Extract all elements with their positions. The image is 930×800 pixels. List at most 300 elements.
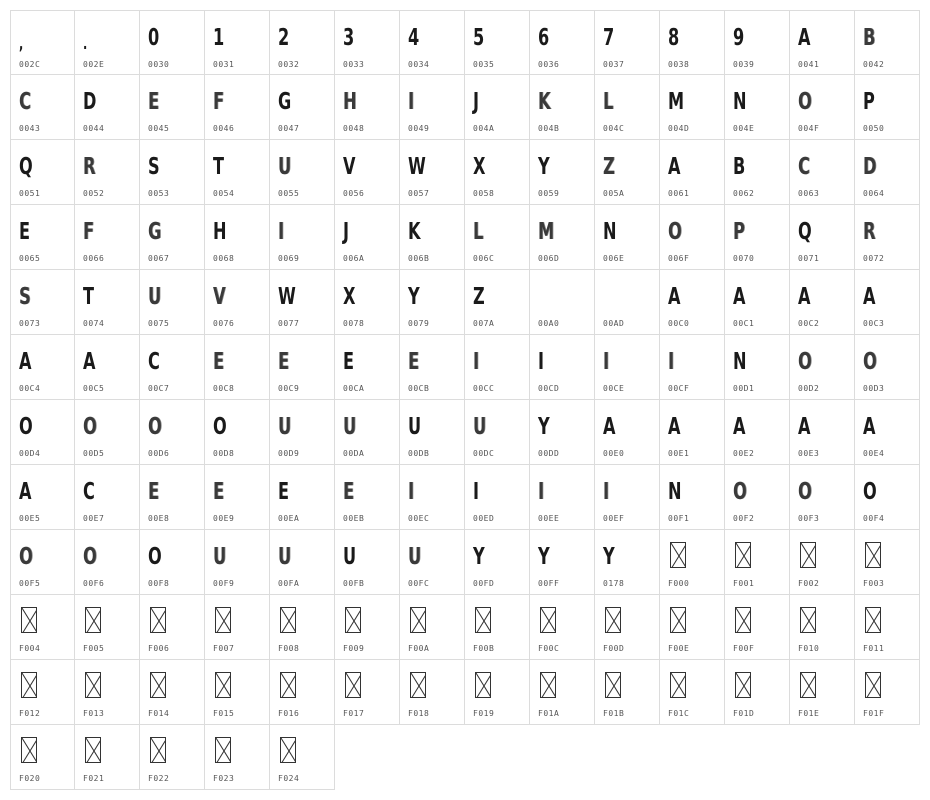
glyph-cell — [140, 725, 205, 790]
glyph-sample: Y — [603, 544, 615, 570]
glyph-sample: X — [343, 284, 356, 310]
glyph-cell — [270, 530, 335, 595]
glyph-code-label: 0065 — [19, 254, 41, 263]
missing-glyph-icon — [475, 607, 491, 633]
glyph-cell — [205, 10, 270, 75]
glyph-cell — [660, 530, 725, 595]
glyph-code-label: F019 — [473, 709, 495, 718]
glyph-sample: Q — [19, 154, 33, 180]
glyph-code-label: F014 — [148, 709, 170, 718]
glyph-code-label: 0037 — [603, 60, 625, 69]
glyph-cell — [270, 400, 335, 465]
missing-glyph-icon — [670, 672, 686, 698]
glyph-sample: O — [83, 414, 97, 440]
glyph-code-label: 006A — [343, 254, 365, 263]
glyph-code-label: 0058 — [473, 189, 495, 198]
glyph-sample: I — [473, 349, 480, 375]
glyph-cell — [335, 595, 400, 660]
glyph-cell — [725, 205, 790, 270]
glyph-code-label: 0072 — [863, 254, 885, 263]
missing-glyph-icon — [865, 542, 881, 568]
glyph-sample: W — [408, 154, 426, 180]
glyph-cell — [595, 660, 660, 725]
glyph-cell — [595, 595, 660, 660]
glyph-sample: A — [19, 479, 32, 505]
glyph-sample: W — [278, 284, 296, 310]
glyph-cell — [205, 725, 270, 790]
glyph-code-label: F01A — [538, 709, 560, 718]
glyph-code-label: 006D — [538, 254, 560, 263]
glyph-code-label: F021 — [83, 774, 105, 783]
glyph-code-label: 004B — [538, 124, 560, 133]
missing-glyph-icon — [540, 607, 556, 633]
glyph-cell — [335, 75, 400, 140]
glyph-code-label: 00EC — [408, 514, 430, 523]
glyph-sample: B — [733, 154, 746, 180]
glyph-cell — [465, 530, 530, 595]
glyph-code-label: 00CD — [538, 384, 560, 393]
glyph-code-label: 00F6 — [83, 579, 105, 588]
glyph-cell — [335, 140, 400, 205]
glyph-cell — [660, 465, 725, 530]
glyph-cell — [400, 465, 465, 530]
glyph-code-label: F00F — [733, 644, 755, 653]
glyph-code-label: 004A — [473, 124, 495, 133]
glyph-sample: G — [278, 89, 292, 115]
glyph-sample: P — [733, 219, 745, 245]
glyph-code-label: 00EF — [603, 514, 625, 523]
glyph-code-label: 0076 — [213, 319, 235, 328]
glyph-cell — [335, 400, 400, 465]
glyph-code-label: F00A — [408, 644, 430, 653]
glyph-cell — [270, 725, 335, 790]
glyph-sample: J — [343, 219, 350, 245]
missing-glyph-icon — [800, 607, 816, 633]
missing-glyph-icon — [21, 607, 37, 633]
glyph-cell — [205, 75, 270, 140]
glyph-cell — [75, 465, 140, 530]
glyph-sample: Y — [538, 154, 550, 180]
missing-glyph-icon — [735, 542, 751, 568]
glyph-code-label: F001 — [733, 579, 755, 588]
missing-glyph-icon — [150, 672, 166, 698]
glyph-sample: G — [148, 219, 162, 245]
glyph-sample: I — [603, 479, 610, 505]
glyph-cell — [10, 595, 75, 660]
glyph-code-label: 00DA — [343, 449, 365, 458]
glyph-cell — [660, 660, 725, 725]
glyph-cell — [725, 465, 790, 530]
glyph-sample: I — [668, 349, 675, 375]
glyph-sample: 6 — [538, 25, 550, 51]
glyph-sample: S — [148, 154, 160, 180]
missing-glyph-icon — [85, 672, 101, 698]
glyph-code-label: 00FC — [408, 579, 430, 588]
glyph-sample: U — [278, 414, 292, 440]
glyph-cell — [595, 10, 660, 75]
glyph-code-label: 0044 — [83, 124, 105, 133]
glyph-sample: 5 — [473, 25, 485, 51]
glyph-cell — [855, 400, 920, 465]
glyph-cell — [140, 335, 205, 400]
glyph-code-label: 00FB — [343, 579, 365, 588]
glyph-sample: H — [213, 219, 227, 245]
glyph-sample: A — [19, 349, 32, 375]
glyph-code-label: 006C — [473, 254, 495, 263]
glyph-code-label: F003 — [863, 579, 885, 588]
missing-glyph-icon — [670, 607, 686, 633]
glyph-cell — [205, 465, 270, 530]
glyph-sample: O — [148, 544, 162, 570]
glyph-code-label: 00C3 — [863, 319, 885, 328]
glyph-code-label: 00F4 — [863, 514, 885, 523]
glyph-code-label: F01D — [733, 709, 755, 718]
glyph-code-label: 00D6 — [148, 449, 170, 458]
glyph-cell — [465, 205, 530, 270]
glyph-code-label: 0038 — [668, 60, 690, 69]
glyph-code-label: 0049 — [408, 124, 430, 133]
glyph-cell — [75, 75, 140, 140]
glyph-sample: I — [408, 89, 415, 115]
glyph-cell — [725, 660, 790, 725]
glyph-cell — [725, 140, 790, 205]
glyph-code-label: 00E5 — [19, 514, 41, 523]
glyph-cell — [270, 465, 335, 530]
glyph-code-label: 00C7 — [148, 384, 170, 393]
glyph-sample: X — [473, 154, 486, 180]
glyph-cell — [790, 335, 855, 400]
glyph-cell — [205, 270, 270, 335]
glyph-sample: E — [343, 479, 355, 505]
glyph-code-label: 002E — [83, 60, 105, 69]
glyph-code-label: 0047 — [278, 124, 300, 133]
glyph-code-label: 00C0 — [668, 319, 690, 328]
glyph-sample: O — [19, 414, 33, 440]
glyph-code-label: 00D5 — [83, 449, 105, 458]
glyph-sample: V — [213, 284, 226, 310]
glyph-code-label: 00D1 — [733, 384, 755, 393]
glyph-code-label: 00C9 — [278, 384, 300, 393]
glyph-sample: I — [538, 479, 545, 505]
glyph-code-label: 006F — [668, 254, 690, 263]
glyph-cell — [205, 595, 270, 660]
glyph-code-label: 00F9 — [213, 579, 235, 588]
glyph-sample: A — [863, 284, 876, 310]
glyph-code-label: 0070 — [733, 254, 755, 263]
glyph-sample: A — [733, 414, 746, 440]
glyph-cell — [855, 660, 920, 725]
glyph-sample: M — [538, 219, 555, 245]
glyph-cell — [595, 465, 660, 530]
glyph-cell — [10, 140, 75, 205]
missing-glyph-icon — [670, 542, 686, 568]
glyph-code-label: 00AD — [603, 319, 625, 328]
glyph-sample: U — [213, 544, 227, 570]
glyph-code-label: 0073 — [19, 319, 41, 328]
glyph-sample: O — [798, 479, 812, 505]
glyph-cell — [335, 465, 400, 530]
glyph-cell — [595, 140, 660, 205]
glyph-sample: U — [148, 284, 162, 310]
glyph-code-label: 00CE — [603, 384, 625, 393]
missing-glyph-icon — [345, 607, 361, 633]
glyph-code-label: 0050 — [863, 124, 885, 133]
glyph-code-label: F00C — [538, 644, 560, 653]
glyph-code-label: F00D — [603, 644, 625, 653]
glyph-code-label: 007A — [473, 319, 495, 328]
glyph-code-label: F013 — [83, 709, 105, 718]
glyph-code-label: 0051 — [19, 189, 41, 198]
glyph-code-label: 0067 — [148, 254, 170, 263]
glyph-sample: I — [408, 479, 415, 505]
glyph-code-label: F01F — [863, 709, 885, 718]
glyph-cell — [465, 10, 530, 75]
glyph-sample: K — [538, 89, 551, 115]
glyph-cell — [465, 270, 530, 335]
glyph-cell — [400, 660, 465, 725]
glyph-sample: U — [473, 414, 487, 440]
glyph-code-label: 00C4 — [19, 384, 41, 393]
missing-glyph-icon — [150, 607, 166, 633]
glyph-code-label: 00D8 — [213, 449, 235, 458]
glyph-cell — [855, 595, 920, 660]
glyph-cell — [855, 270, 920, 335]
glyph-code-label: 0062 — [733, 189, 755, 198]
glyph-cell — [530, 140, 595, 205]
glyph-cell — [335, 660, 400, 725]
glyph-cell — [10, 725, 75, 790]
glyph-sample: O — [863, 349, 877, 375]
glyph-sample: Y — [408, 284, 420, 310]
glyph-code-label: 00E7 — [83, 514, 105, 523]
glyph-cell — [270, 140, 335, 205]
missing-glyph-icon — [865, 672, 881, 698]
glyph-code-label: 00E4 — [863, 449, 885, 458]
glyph-code-label: F00E — [668, 644, 690, 653]
glyph-cell — [790, 205, 855, 270]
glyph-cell — [10, 465, 75, 530]
glyph-cell — [790, 75, 855, 140]
glyph-code-label: F00B — [473, 644, 495, 653]
glyph-code-label: 00D4 — [19, 449, 41, 458]
glyph-code-label: 0069 — [278, 254, 300, 263]
glyph-sample: K — [408, 219, 421, 245]
glyph-sample: A — [798, 25, 811, 51]
glyph-cell — [205, 400, 270, 465]
glyph-cell — [75, 10, 140, 75]
glyph-code-label: F01E — [798, 709, 820, 718]
glyph-sample: N — [733, 89, 747, 115]
glyph-sample: A — [668, 154, 681, 180]
glyph-cell — [400, 140, 465, 205]
glyph-cell — [75, 400, 140, 465]
glyph-code-label: 0055 — [278, 189, 300, 198]
glyph-cell — [530, 205, 595, 270]
glyph-cell — [270, 335, 335, 400]
glyph-code-label: 0077 — [278, 319, 300, 328]
glyph-code-label: 0053 — [148, 189, 170, 198]
glyph-cell — [205, 530, 270, 595]
glyph-cell — [660, 595, 725, 660]
glyph-sample: J — [473, 89, 480, 115]
glyph-cell — [855, 10, 920, 75]
glyph-cell — [855, 335, 920, 400]
glyph-code-label: F010 — [798, 644, 820, 653]
glyph-cell — [75, 335, 140, 400]
missing-glyph-icon — [215, 607, 231, 633]
glyph-code-label: 0031 — [213, 60, 235, 69]
glyph-cell — [400, 75, 465, 140]
glyph-cell — [530, 400, 595, 465]
glyph-sample: E — [213, 479, 225, 505]
glyph-code-label: 00D3 — [863, 384, 885, 393]
glyph-cell — [10, 335, 75, 400]
glyph-cell — [660, 10, 725, 75]
glyph-cell — [660, 400, 725, 465]
glyph-code-label: 004F — [798, 124, 820, 133]
glyph-sample: O — [798, 349, 812, 375]
glyph-cell — [595, 400, 660, 465]
glyph-code-label: 0032 — [278, 60, 300, 69]
glyph-cell — [465, 465, 530, 530]
glyph-cell — [75, 270, 140, 335]
glyph-cell — [140, 205, 205, 270]
glyph-cell — [855, 75, 920, 140]
glyph-sample: L — [603, 89, 614, 115]
glyph-code-label: 006B — [408, 254, 430, 263]
glyph-sample: U — [278, 544, 292, 570]
missing-glyph-icon — [475, 672, 491, 698]
missing-glyph-icon — [800, 542, 816, 568]
glyph-code-label: 0071 — [798, 254, 820, 263]
missing-glyph-icon — [605, 672, 621, 698]
glyph-code-label: 002C — [19, 60, 41, 69]
glyph-cell — [855, 205, 920, 270]
glyph-sample: C — [83, 479, 95, 505]
glyph-cell — [140, 270, 205, 335]
glyph-cell — [725, 10, 790, 75]
glyph-code-label: 00F3 — [798, 514, 820, 523]
glyph-sample: E — [343, 349, 355, 375]
glyph-sample: A — [733, 284, 746, 310]
glyph-code-label: 00CC — [473, 384, 495, 393]
glyph-code-label: F000 — [668, 579, 690, 588]
glyph-sample: O — [733, 479, 747, 505]
glyph-cell — [725, 400, 790, 465]
glyph-code-label: F018 — [408, 709, 430, 718]
glyph-sample: 3 — [343, 25, 355, 51]
glyph-code-label: F023 — [213, 774, 235, 783]
glyph-sample: F — [213, 89, 225, 115]
glyph-sample: . — [83, 34, 88, 53]
glyph-cell — [790, 530, 855, 595]
glyph-sample: A — [668, 284, 681, 310]
glyph-code-label: 0033 — [343, 60, 365, 69]
glyph-cell — [790, 10, 855, 75]
glyph-cell — [530, 10, 595, 75]
glyph-cell — [855, 530, 920, 595]
glyph-code-label: 0068 — [213, 254, 235, 263]
glyph-code-label: 00C5 — [83, 384, 105, 393]
glyph-sample: 2 — [278, 25, 290, 51]
glyph-code-label: 00EE — [538, 514, 560, 523]
glyph-cell — [400, 270, 465, 335]
glyph-code-label: 00CF — [668, 384, 690, 393]
glyph-code-label: F006 — [148, 644, 170, 653]
glyph-cell — [465, 335, 530, 400]
glyph-cell — [595, 270, 660, 335]
glyph-sample: Y — [473, 544, 485, 570]
glyph-cell — [465, 140, 530, 205]
glyph-sample: O — [19, 544, 33, 570]
glyph-sample: 0 — [148, 25, 160, 51]
glyph-cell — [660, 75, 725, 140]
glyph-code-label: 00F5 — [19, 579, 41, 588]
glyph-code-label: F01B — [603, 709, 625, 718]
glyph-code-label: F015 — [213, 709, 235, 718]
glyph-cell — [660, 335, 725, 400]
glyph-cell — [725, 75, 790, 140]
glyph-code-label: 0046 — [213, 124, 235, 133]
glyph-sample: E — [19, 219, 31, 245]
glyph-cell — [725, 530, 790, 595]
glyph-cell — [140, 465, 205, 530]
missing-glyph-icon — [735, 672, 751, 698]
glyph-code-label: 00C8 — [213, 384, 235, 393]
glyph-cell — [790, 660, 855, 725]
glyph-code-label: 00D2 — [798, 384, 820, 393]
glyph-sample: A — [863, 414, 876, 440]
glyph-cell — [140, 10, 205, 75]
glyph-sample: M — [668, 89, 685, 115]
missing-glyph-icon — [540, 672, 556, 698]
glyph-sample: C — [798, 154, 810, 180]
glyph-cell — [205, 140, 270, 205]
glyph-cell — [205, 205, 270, 270]
glyph-sample: I — [603, 349, 610, 375]
glyph-code-label: 00C2 — [798, 319, 820, 328]
glyph-sample: E — [278, 479, 290, 505]
glyph-code-label: F020 — [19, 774, 41, 783]
glyph-sample: B — [863, 25, 876, 51]
glyph-sample: C — [19, 89, 31, 115]
glyph-sample: O — [213, 414, 227, 440]
glyph-sample: H — [343, 89, 357, 115]
glyph-cell — [400, 595, 465, 660]
glyph-cell — [465, 595, 530, 660]
glyph-code-label: 00A0 — [538, 319, 560, 328]
glyph-sample: E — [278, 349, 290, 375]
glyph-cell — [855, 465, 920, 530]
glyph-sample: E — [148, 89, 160, 115]
missing-glyph-icon — [215, 737, 231, 763]
glyph-cell — [270, 205, 335, 270]
glyph-sample: O — [83, 544, 97, 570]
glyph-code-label: 00FD — [473, 579, 495, 588]
glyph-sample: 7 — [603, 25, 615, 51]
glyph-code-label: 0035 — [473, 60, 495, 69]
glyph-code-label: F01C — [668, 709, 690, 718]
glyph-sample: C — [148, 349, 160, 375]
glyph-sample: N — [733, 349, 747, 375]
glyph-sample: D — [863, 154, 877, 180]
glyph-cell — [530, 270, 595, 335]
glyph-sample: O — [148, 414, 162, 440]
missing-glyph-icon — [21, 737, 37, 763]
glyph-code-label: 00F1 — [668, 514, 690, 523]
glyph-sample: O — [863, 479, 877, 505]
glyph-code-label: F004 — [19, 644, 41, 653]
